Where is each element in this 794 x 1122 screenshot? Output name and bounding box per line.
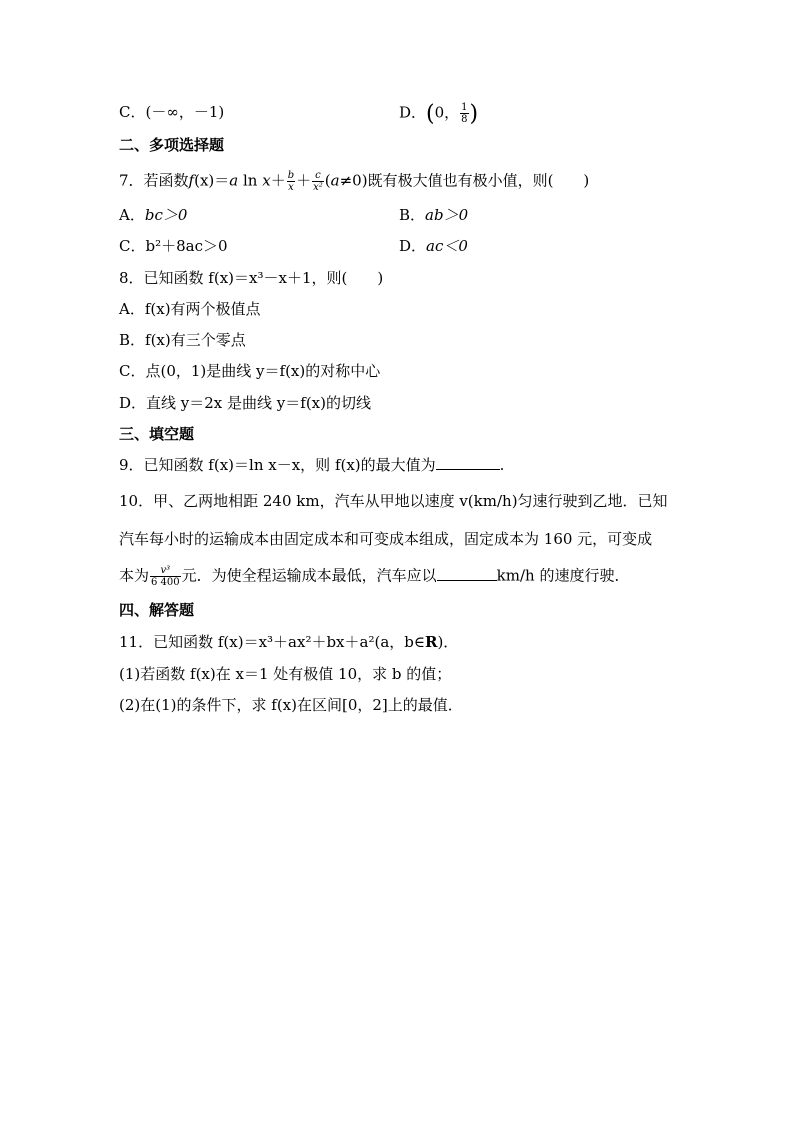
q8-option-c: C．点(0，1)是曲线 y＝f(x)的对称中心 bbox=[119, 362, 381, 380]
q7-option-b bbox=[399, 205, 468, 225]
q7-option-d bbox=[399, 236, 468, 256]
section-heading-multi-choice: 二、多项选择题 bbox=[119, 136, 225, 154]
option-text: 0， bbox=[434, 103, 460, 122]
frac-num: v³ bbox=[150, 565, 181, 577]
var-a: a bbox=[330, 171, 340, 190]
question-11-part2: (2)在(1)的条件下，求 f(x)在区间[0，2]上的最值． bbox=[119, 696, 463, 714]
option-text: (－∞，－1) bbox=[145, 103, 225, 121]
q9-text: 9．已知函数 f(x)＝ln x－x，则 f(x)的最大值为 bbox=[119, 456, 436, 474]
q7-prefix: 7．若函数 bbox=[119, 171, 189, 190]
q8-option-b: B．f(x)有三个零点 bbox=[119, 331, 246, 349]
frac-num: c bbox=[312, 170, 324, 182]
question-11-part1: (1)若函数 f(x)在 x＝1 处有极值 10，求 b 的值； bbox=[119, 665, 452, 683]
answer-blank[interactable] bbox=[437, 566, 497, 581]
var-f: f bbox=[188, 171, 195, 190]
option-d-prev bbox=[399, 102, 478, 125]
question-7-stem bbox=[119, 170, 589, 193]
var-a: a bbox=[229, 171, 239, 190]
q11-post: )． bbox=[437, 633, 459, 651]
real-numbers-symbol: R bbox=[424, 633, 438, 651]
option-label: C． bbox=[119, 103, 146, 121]
question-9 bbox=[119, 455, 504, 475]
section-heading-fill-blank: 三、填空题 bbox=[119, 425, 195, 443]
option-text: b²＋8ac＞0 bbox=[145, 237, 228, 255]
frac-den: 8 bbox=[461, 114, 468, 125]
answer-blank[interactable] bbox=[436, 455, 500, 470]
option-label: A． bbox=[119, 206, 145, 224]
plus: ＋ bbox=[270, 171, 286, 190]
var-x: x bbox=[262, 171, 271, 190]
q8-option-a: A．f(x)有两个极值点 bbox=[119, 300, 261, 318]
frac-den: 6 400 bbox=[151, 577, 180, 588]
fraction-one-eighth bbox=[460, 102, 468, 125]
frac-num: b bbox=[287, 170, 295, 181]
q11-pre: 11．已知函数 f(x)＝x³＋ax²＋bx＋a²(a，b∈ bbox=[119, 633, 425, 651]
plus: ＋ bbox=[296, 171, 312, 190]
q10-mid: 元．为使全程运输成本最低，汽车应以 bbox=[181, 566, 437, 585]
fraction-v3-over-6400 bbox=[150, 565, 181, 588]
question-10-line3 bbox=[119, 565, 629, 588]
option-label: B． bbox=[399, 206, 426, 224]
option-text: bc＞0 bbox=[144, 206, 188, 224]
option-text: ac＜0 bbox=[426, 237, 468, 255]
open-paren: ( bbox=[426, 101, 435, 127]
frac-den: x bbox=[288, 182, 294, 193]
fraction-b-over-x bbox=[287, 170, 295, 193]
q7-x: (x)＝ bbox=[194, 171, 230, 190]
q7-option-a bbox=[119, 205, 187, 225]
q10-pre: 本为 bbox=[119, 566, 150, 585]
ln: ln bbox=[238, 171, 263, 190]
option-text: ab＞0 bbox=[425, 206, 469, 224]
close-paren: ) bbox=[469, 101, 479, 127]
option-label: C． bbox=[119, 237, 146, 255]
q10-tail: km/h 的速度行驶． bbox=[496, 566, 630, 585]
question-11-stem bbox=[119, 632, 458, 652]
question-10-line1: 10．甲、乙两地相距 240 km，汽车从甲地以速度 v(km/h)匀速行驶到乙地．已知 bbox=[119, 492, 668, 510]
frac-num: 1 bbox=[461, 102, 468, 113]
option-label: D． bbox=[399, 103, 427, 122]
q8-option-d: D．直线 y＝2x 是曲线 y＝f(x)的切线 bbox=[119, 394, 371, 412]
frac-den: x² bbox=[313, 182, 323, 193]
q7-option-c bbox=[119, 236, 228, 256]
cond-open: ( bbox=[324, 171, 331, 190]
option-c-prev bbox=[119, 102, 224, 122]
option-label: D． bbox=[399, 237, 427, 255]
question-8-stem: 8．已知函数 f(x)＝x³－x＋1，则( ) bbox=[119, 269, 384, 287]
fraction-c-over-x2 bbox=[312, 170, 324, 193]
question-10-line2: 汽车每小时的运输成本由固定成本和可变成本组成，固定成本为 160 元，可变成 bbox=[119, 530, 653, 548]
q7-tail: ≠0)既有极大值也有极小值，则( ) bbox=[339, 171, 590, 190]
q9-tail: . bbox=[499, 456, 505, 474]
section-heading-answer: 四、解答题 bbox=[119, 601, 195, 619]
